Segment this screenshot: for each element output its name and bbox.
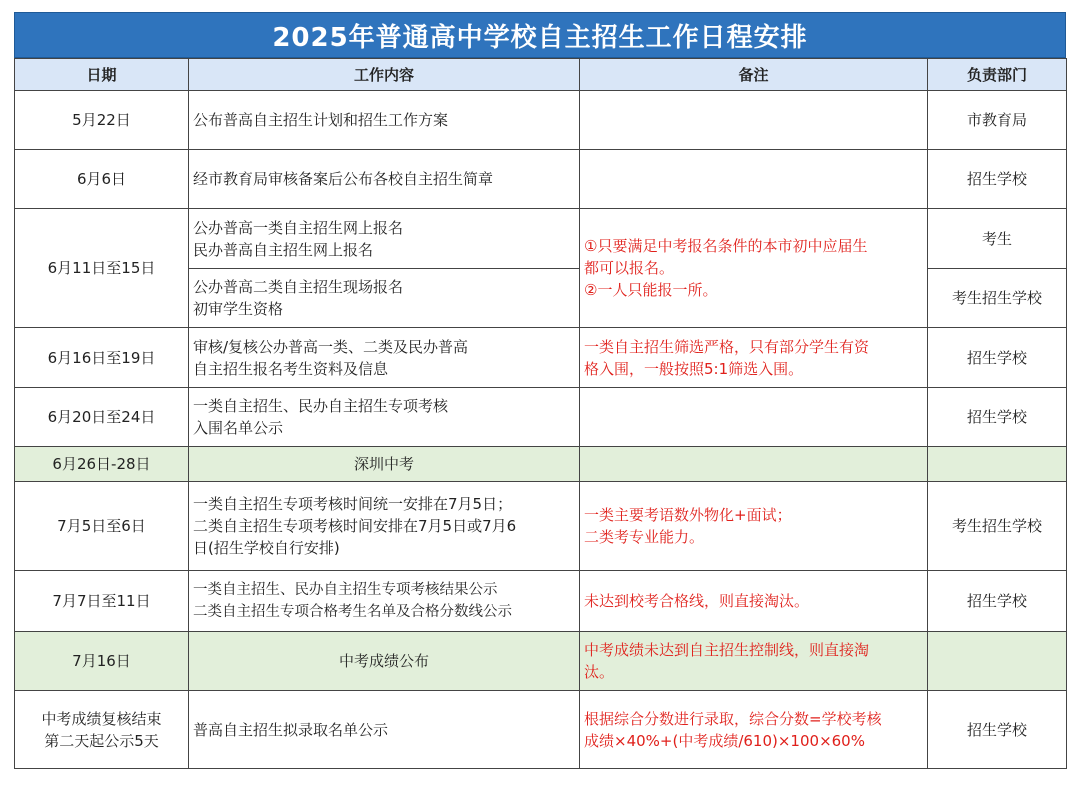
cell-note [580,150,928,209]
cell-note: 一类自主招生筛选严格，只有部分学生有资 格入围，一般按照5:1筛选入围。 [580,328,928,388]
cell-dept [928,632,1067,691]
cell-content: 深圳中考 [189,447,580,482]
table-row [15,328,1067,388]
cell-note [580,447,928,482]
table-row [15,691,1067,769]
cell-date: 6月11日至15日 [15,209,189,328]
cell-date: 7月7日至11日 [15,571,189,632]
cell-dept: 招生学校 [928,571,1067,632]
cell-date: 6月6日 [15,150,189,209]
cell-content: 经市教育局审核备案后公布各校自主招生简章 [189,150,580,209]
cell-content: 一类自主招生、民办自主招生专项考核结果公示 二类自主招生专项合格考生名单及合格分数线公示 [189,571,580,632]
cell-date: 中考成绩复核结束 第二天起公示5天 [15,691,189,769]
cell-date: 6月26日-28日 [15,447,189,482]
cell-note: 一类主要考语数外物化+面试； 二类考专业能力。 [580,482,928,571]
cell-date: 6月16日至19日 [15,328,189,388]
cell-dept: 市教育局 [928,91,1067,150]
table-row [15,91,1067,150]
cell-date: 5月22日 [15,91,189,150]
cell-content: 中考成绩公布 [189,632,580,691]
cell-content: 一类自主招生专项考核时间统一安排在7月5日； 二类自主招生专项考核时间安排在7月5日或7月6 日(招生学校自行安排) [189,482,580,571]
cell-date: 7月5日至6日 [15,482,189,571]
table-row [15,571,1067,632]
cell-note [580,91,928,150]
header-content: 工作内容 [189,59,580,91]
header-row [15,59,1067,91]
header-dept: 负责部门 [928,59,1067,91]
cell-dept [928,447,1067,482]
cell-dept: 招生学校 [928,388,1067,447]
cell-content: 普高自主招生拟录取名单公示 [189,691,580,769]
header-note: 备注 [580,59,928,91]
cell-note: ①只要满足中考报名条件的本市初中应届生 都可以报名。 ②一人只能报一所。 [580,209,928,328]
cell-content: 一类自主招生、民办自主招生专项考核 入围名单公示 [189,388,580,447]
cell-content: 审核/复核公办普高一类、二类及民办普高 自主招生报名考生资料及信息 [189,328,580,388]
cell-dept: 考生招生学校 [928,269,1067,328]
cell-content: 公办普高二类自主招生现场报名 初审学生资格 [189,269,580,328]
cell-dept: 考生招生学校 [928,482,1067,571]
table-row [15,209,1067,269]
cell-content: 公布普高自主招生计划和招生工作方案 [189,91,580,150]
cell-note: 根据综合分数进行录取，综合分数=学校考核 成绩×40%+(中考成绩/610)×100×60% [580,691,928,769]
cell-date: 6月20日至24日 [15,388,189,447]
header-date: 日期 [15,59,189,91]
table-row [15,482,1067,571]
schedule-sheet [14,12,1066,769]
table-row [15,150,1067,209]
cell-note: 未达到校考合格线，则直接淘汰。 [580,571,928,632]
cell-note: 中考成绩未达到自主招生控制线，则直接淘 汰。 [580,632,928,691]
table-row [15,447,1067,482]
table-row [15,388,1067,447]
cell-date: 7月16日 [15,632,189,691]
table-row [15,632,1067,691]
cell-content: 公办普高一类自主招生网上报名 民办普高自主招生网上报名 [189,209,580,269]
cell-dept: 招生学校 [928,691,1067,769]
cell-dept: 招生学校 [928,150,1067,209]
cell-dept: 招生学校 [928,328,1067,388]
cell-dept: 考生 [928,209,1067,269]
page-title: 2025年普通高中学校自主招生工作日程安排 [14,12,1066,58]
schedule-table [14,58,1067,769]
cell-note [580,388,928,447]
